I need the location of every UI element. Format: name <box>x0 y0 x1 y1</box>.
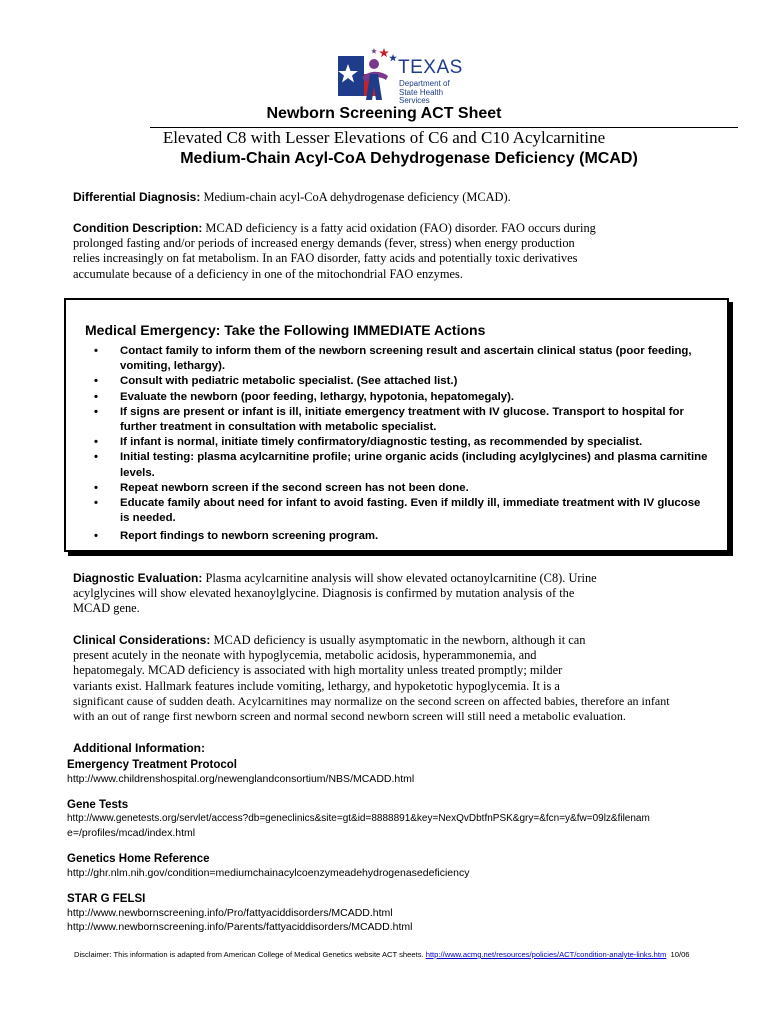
condition-description-line: accumulate because of a deficiency in one of the mitochondrial FAO enzymes. <box>73 266 463 281</box>
diagnostic-evaluation-line: acylglycines will show elevated hexanoylglycine. Diagnosis is confirmed by mutation analysis of the <box>73 586 575 601</box>
bullet-icon: • <box>94 481 98 494</box>
emergency-action-item: • Consult with pediatric metabolic specialist. (See attached list.) <box>90 374 710 389</box>
logo-department-text: Department of <box>399 79 450 88</box>
reference-url[interactable]: http://www.childrenshospital.org/newenglandconsortium/NBS/MCADD.html <box>67 773 415 785</box>
reference-url[interactable]: http://www.newbornscreening.info/Pro/fattyaciddisorders/MCADD.html <box>67 907 393 919</box>
bullet-icon: • <box>94 497 98 510</box>
medical-emergency-title: Medical Emergency: Take the Following IMMEDIATE Actions <box>85 322 486 338</box>
diagnostic-evaluation-line: MCAD gene. <box>73 601 140 616</box>
texas-dshs-logo <box>334 44 474 106</box>
bullet-icon: • <box>94 436 98 449</box>
reference-heading: Gene Tests <box>67 799 129 811</box>
condition-description-label: Condition Description: <box>73 221 203 235</box>
logo-texas-text: TEXAS <box>398 57 463 78</box>
bullet-icon: • <box>94 375 98 388</box>
clinical-considerations-line: with an out of range first newborn screen and normal second newborn screen will still need a metabolic evaluation. <box>73 709 626 724</box>
emergency-action-item: • Report findings to newborn screening program. <box>90 529 710 544</box>
bullet-icon: • <box>94 390 98 403</box>
diagnostic-evaluation-section <box>73 571 673 617</box>
bullet-icon: • <box>94 451 98 464</box>
differential-diagnosis-section <box>73 190 673 205</box>
clinical-considerations-line: significant cause of sudden death. Acylcarnitines may normalize on the second screen on affected babies, therefore an infant <box>73 693 670 708</box>
reference-url[interactable]: http://ghr.nlm.nih.gov/condition=mediumchainacylcoenzymeadehydrogenasedeficiency <box>67 867 470 879</box>
clinical-considerations-label: Clinical Considerations: <box>73 633 211 647</box>
reference-url-continued[interactable]: e=/profiles/mcad/index.html <box>67 827 196 839</box>
emergency-action-item: • Contact family to inform them of the newborn screening result and ascertain clinical status (poor feeding, vomiting, lethargy). <box>94 345 692 373</box>
reference-emergency-protocol <box>67 758 747 786</box>
differential-diagnosis-label: Differential Diagnosis: <box>73 190 201 204</box>
reference-url[interactable]: http://www.newbornscreening.info/Parents/fattyaciddisorders/MCADD.html <box>67 921 413 933</box>
clinical-considerations-line: MCAD deficiency is usually asymptomatic in the newborn, although it can <box>210 633 586 647</box>
disclaimer <box>74 950 690 959</box>
disclaimer-date: 10/06 <box>670 950 690 959</box>
logo-small-star-1 <box>379 48 389 57</box>
reference-heading: STAR G FELSI <box>67 893 146 905</box>
diagnostic-evaluation-label: Diagnostic Evaluation: <box>73 571 203 585</box>
bullet-icon: • <box>94 530 98 543</box>
bullet-icon: • <box>94 405 98 418</box>
condition-description-section <box>73 221 673 282</box>
logo-small-star-3 <box>371 48 377 54</box>
logo-figure-head <box>369 59 379 69</box>
page-subtitle-condition: Medium-Chain Acyl-CoA Dehydrogenase Deficiency (MCAD) <box>180 150 638 167</box>
reference-star-g-felsi <box>67 892 747 934</box>
clinical-considerations-section <box>73 633 763 724</box>
texas-star-family-icon <box>334 44 400 106</box>
additional-information-title: Additional Information: <box>73 741 205 755</box>
condition-description-line: MCAD deficiency is a fatty acid oxidation (FAO) disorder. FAO occurs during <box>202 221 596 235</box>
disclaimer-text: Disclaimer: This information is adapted from American College of Medical Genetics website ACT sheets. <box>74 950 426 959</box>
clinical-considerations-line: hepatomegaly. MCAD deficiency is associated with high mortality unless treated promptly; milder <box>73 663 563 678</box>
emergency-action-item: • Initial testing: plasma acylcarnitine profile; urine organic acids (including acylglycines) and plasma carnitine levels. <box>94 451 708 479</box>
disclaimer-link[interactable]: http://www.acmg.net/resources/policies/ACT/condition-analyte-links.htm <box>425 950 667 959</box>
clinical-considerations-line: variants exist. Hallmark features include vomiting, lethargy, and hypoketotic hypoglycemia. It is a <box>73 678 560 693</box>
reference-heading: Genetics Home Reference <box>67 853 210 865</box>
condition-description-line: prolonged fasting and/or periods of increased energy demands (fever, stress) when energy production <box>73 236 575 251</box>
emergency-actions-list <box>90 344 710 545</box>
diagnostic-evaluation-line: Plasma acylcarnitine analysis will show elevated octanoylcarnitine (C8). Urine <box>202 571 597 585</box>
medical-emergency-box <box>64 298 729 552</box>
page-title: Newborn Screening ACT Sheet <box>266 105 502 122</box>
logo-agency-text: State Health Services <box>399 88 444 105</box>
clinical-considerations-line: present acutely in the neonate with hypoglycemia, metabolic acidosis, hyperammonemia, and <box>73 648 537 663</box>
condition-description-line: relies increasingly on fat metabolism. In an FAO disorder, fatty acids and potentially toxic derivatives <box>73 251 578 266</box>
emergency-action-item: • If signs are present or infant is ill, initiate emergency treatment with IV glucose. Transport to hospital for further treatment in consultation with metabolic specialist. <box>94 405 684 434</box>
logo-small-star-2 <box>389 54 397 61</box>
bullet-icon: • <box>94 345 98 357</box>
emergency-action-item: • Evaluate the newborn (poor feeding, lethargy, hypotonia, hepatomegaly). <box>90 390 710 405</box>
emergency-action-item: • Repeat newborn screen if the second screen has not been done. <box>90 481 710 496</box>
emergency-action-item: • If infant is normal, initiate timely confirmatory/diagnostic testing, as recommended by specialist. <box>90 435 710 450</box>
reference-heading: Emergency Treatment Protocol <box>67 759 237 771</box>
reference-genetics-home <box>67 852 747 880</box>
reference-gene-tests <box>67 798 747 840</box>
page-subtitle-analyte: Elevated C8 with Lesser Elevations of C6 and C10 Acylcarnitine <box>162 128 606 147</box>
emergency-action-item: • Educate family about need for infant to avoid fasting. Even if mildly ill, immediate treatment with IV glucose is needed. <box>94 497 701 525</box>
reference-url[interactable]: http://www.genetests.org/servlet/access?db=geneclinics&site=gt&id=8888891&key=NexQvDbtfnPSK&gry=&fcn=y&fw=09lz&filenam <box>67 813 650 824</box>
differential-diagnosis-text: Medium-chain acyl-CoA dehydrogenase deficiency (MCAD). <box>200 190 511 204</box>
